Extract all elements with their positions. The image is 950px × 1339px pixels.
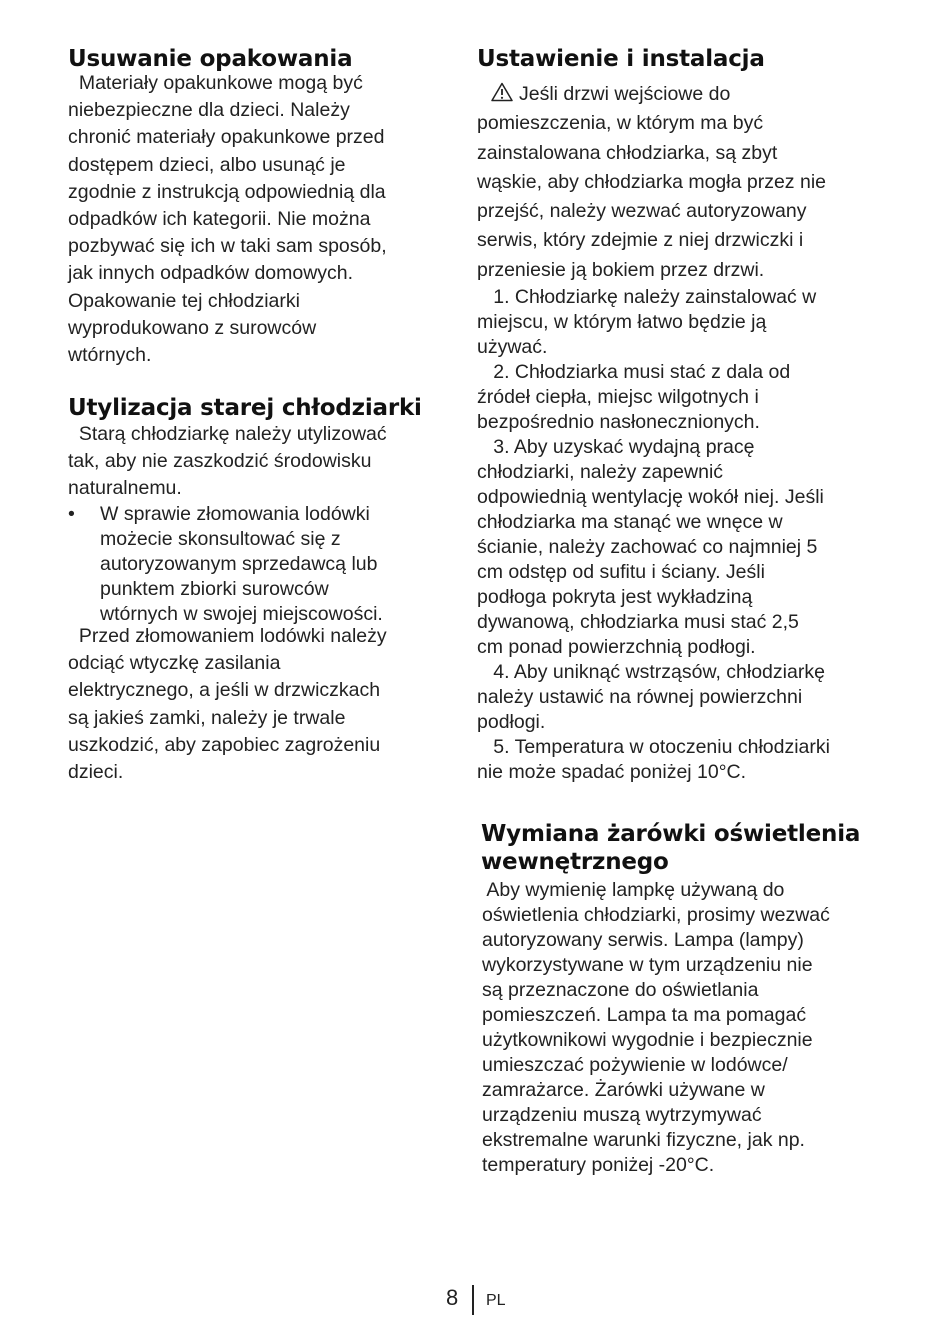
paragraph-line: niebezpieczne dla dzieci. Należy bbox=[68, 99, 350, 122]
paragraph-line: odpadków ich kategorii. Nie można bbox=[68, 208, 371, 231]
paragraph-line: przeniesie ją bokiem przez drzwi. bbox=[477, 258, 765, 281]
bullet-line: W sprawie złomowania lodówki bbox=[100, 503, 370, 525]
list-item bbox=[477, 360, 887, 435]
bullet-line: wtórnych w swojej miejscowości. bbox=[100, 603, 383, 625]
paragraph-line: elektrycznego, a jeśli w drzwiczkach bbox=[68, 679, 381, 702]
list-line: ścianie, należy zachować co najmniej 5 bbox=[477, 536, 818, 558]
list-line: używać. bbox=[477, 336, 548, 358]
bulb-paragraph bbox=[482, 878, 892, 1178]
paragraph-line: Materiały opakunkowe mogą być bbox=[68, 72, 363, 94]
paragraph-line: Starą chłodziarkę należy utylizować bbox=[68, 423, 387, 445]
paragraph-line: użytkownikowi wygodnie i bezpiecznie bbox=[482, 1029, 813, 1051]
list-line: 4. Aby uniknąć wstrząsów, chłodziarkę bbox=[477, 661, 825, 683]
section-title-bulb bbox=[481, 820, 891, 876]
paragraph-line: wyprodukowano z surowców bbox=[68, 316, 317, 339]
footer-divider bbox=[472, 1285, 474, 1315]
paragraph-line: urządzeniu muszą wytrzymywać bbox=[482, 1104, 762, 1126]
list-line: 1. Chłodziarkę należy zainstalować w bbox=[477, 286, 817, 308]
paragraph-line: autoryzowany serwis. Lampa (lampy) bbox=[482, 929, 804, 951]
paragraph-line: jak innych odpadków domowych. bbox=[68, 262, 354, 285]
warning-text: Jeśli drzwi wejściowe do bbox=[519, 83, 731, 105]
bullet-line: możecie skonsultować się z bbox=[100, 528, 341, 550]
section-title-line: wewnętrznego bbox=[481, 849, 669, 875]
paragraph-line: są przeznaczone do oświetlania bbox=[482, 979, 759, 1001]
list-line: miejscu, w którym łatwo będzie ją bbox=[477, 311, 767, 333]
paragraph-line: naturalnemu. bbox=[68, 477, 182, 500]
paragraph-line: uszkodzić, aby zapobiec zagrożeniu bbox=[68, 733, 381, 756]
paragraph-line: zainstalowana chłodziarka, są zbyt bbox=[477, 141, 778, 164]
list-line: cm ponad powierzchnią podłogi. bbox=[477, 636, 756, 658]
list-line: odpowiednią wentylację wokół niej. Jeśli bbox=[477, 486, 824, 508]
list-line: dywanową, chłodziarka musi stać 2,5 bbox=[477, 611, 799, 633]
paragraph-line: wtórnych. bbox=[68, 344, 152, 367]
paragraph-line: dostępem dzieci, albo usunąć je bbox=[68, 153, 346, 176]
paragraph-line: serwis, który zdejmie z niej drzwiczki i bbox=[477, 229, 804, 252]
list-line: chłodziarki, należy zapewnić bbox=[477, 461, 724, 483]
paragraph-line: ekstremalne warunki fizyczne, jak np. bbox=[482, 1129, 805, 1151]
list-line: należy ustawić na równej powierzchni bbox=[477, 686, 803, 708]
list-item bbox=[477, 285, 887, 360]
list-item bbox=[477, 435, 887, 660]
list-line: chłodziarka ma stanąć we wnęce w bbox=[477, 511, 783, 533]
bullet-line: punktem zbiorki surowców bbox=[100, 578, 329, 600]
paragraph-line: wykorzystywane w tym urządzeniu nie bbox=[482, 954, 813, 976]
list-line: podłogi. bbox=[477, 711, 546, 733]
paragraph-line: pomieszczeń. Lampa ta ma pomagać bbox=[482, 1004, 807, 1026]
section-title-installation: Ustawienie i instalacja bbox=[477, 46, 765, 72]
warning-paragraph bbox=[477, 80, 887, 285]
paragraph-line: wąskie, aby chłodziarka mogła przez nie bbox=[477, 170, 827, 193]
section-title-line: Wymiana żarówki oświetlenia bbox=[481, 821, 861, 847]
list-item bbox=[477, 735, 887, 785]
page-number: 8 bbox=[446, 1285, 459, 1310]
paragraph-line: Aby wymienię lampkę używaną do bbox=[482, 879, 785, 901]
paragraph-line: pomieszczenia, w którym ma być bbox=[477, 112, 764, 135]
bullet-dot-icon: • bbox=[68, 503, 75, 525]
list-line: podłoga pokryta jest wykładziną bbox=[477, 586, 753, 608]
bullet-item bbox=[68, 502, 480, 627]
disposal-outro bbox=[68, 623, 448, 786]
bullet-line: autoryzowanym sprzedawcą lub bbox=[100, 553, 378, 575]
list-line: 2. Chłodziarka musi stać z dala od bbox=[477, 361, 791, 383]
paragraph-line: Opakowanie tej chłodziarki bbox=[68, 289, 300, 312]
paragraph-line: umieszczać pożywienie w lodówce/ bbox=[482, 1054, 788, 1076]
paragraph-line: Przed złomowaniem lodówki należy bbox=[68, 625, 387, 647]
paragraph-line: pozbywać się ich w taki sam sposób, bbox=[68, 235, 387, 258]
language-code: PL bbox=[486, 1292, 506, 1309]
list-line: bezpośrednio nasłonecznionych. bbox=[477, 411, 760, 433]
paragraph-line: przejść, należy wezwać autoryzowany bbox=[477, 200, 807, 223]
paragraph-line: zamrażarce. Żarówki używane w bbox=[482, 1079, 765, 1101]
list-line: źródeł ciepła, miejsc wilgotnych i bbox=[477, 386, 759, 408]
paragraph-line bbox=[477, 80, 887, 109]
disposal-intro bbox=[68, 421, 448, 503]
list-line: cm odstęp od sufitu i ściany. Jeśli bbox=[477, 561, 765, 583]
packaging-paragraph bbox=[68, 70, 448, 369]
list-line: 5. Temperatura w otoczeniu chłodziarki bbox=[477, 736, 830, 758]
warning-triangle-icon bbox=[491, 82, 513, 102]
paragraph-line: dzieci. bbox=[68, 761, 124, 784]
list-line: 3. Aby uzyskać wydajną pracę bbox=[477, 436, 755, 458]
installation-list bbox=[477, 285, 887, 785]
paragraph-line: zgodnie z instrukcją odpowiednią dla bbox=[68, 180, 386, 203]
paragraph-line: odciąć wtyczkę zasilania bbox=[68, 652, 281, 675]
paragraph-line: oświetlenia chłodziarki, prosimy wezwać bbox=[482, 904, 830, 926]
paragraph-line: temperatury poniżej -20°C. bbox=[482, 1154, 715, 1176]
section-title-disposal: Utylizacja starej chłodziarki bbox=[68, 395, 422, 421]
list-line: nie może spadać poniżej 10°C. bbox=[477, 761, 747, 783]
paragraph-line: są jakieś zamki, należy je trwale bbox=[68, 706, 346, 729]
list-item bbox=[477, 660, 887, 735]
section-title-packaging: Usuwanie opakowania bbox=[68, 46, 353, 72]
paragraph-line: chronić materiały opakunkowe przed bbox=[68, 126, 385, 149]
paragraph-line: tak, aby nie zaszkodzić środowisku bbox=[68, 450, 372, 473]
page-footer bbox=[0, 1285, 950, 1315]
